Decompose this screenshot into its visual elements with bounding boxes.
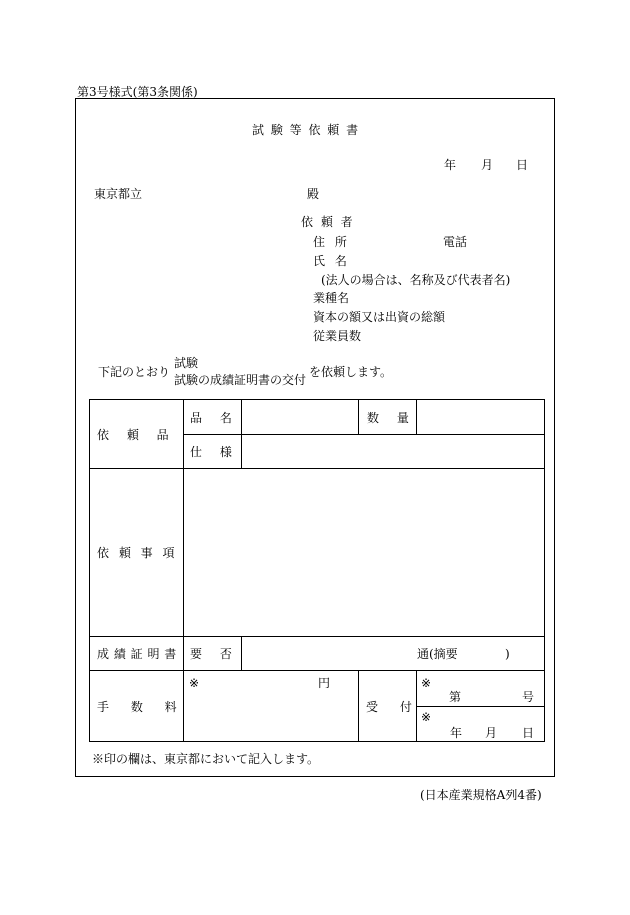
spec-label: 仕 様 <box>190 445 232 459</box>
copies-label: 通(摘要 <box>417 647 458 661</box>
request-option-certificate: 試験の成績証明書の交付 <box>174 373 307 387</box>
product-name-label-cell <box>184 400 242 435</box>
requester-business-type: 業種名 <box>313 291 350 305</box>
received-month: 月 <box>485 726 498 740</box>
item-label-cell <box>90 400 184 469</box>
need-label: 要 否 <box>190 647 232 661</box>
spec-label-cell <box>184 435 242 469</box>
date-day: 日 <box>516 158 529 172</box>
size-note: (日本産業規格A列4番) <box>420 788 542 802</box>
fee-label-cell <box>90 671 184 742</box>
requester-address: 住 所 <box>313 235 347 249</box>
request-suffix: を依頼します。 <box>309 365 393 379</box>
matters-label-cell <box>90 469 184 637</box>
quantity-label: 数 量 <box>367 410 409 425</box>
received-label-cell <box>359 671 417 742</box>
product-name-label: 品 名 <box>190 410 232 425</box>
received-number-go: 号 <box>522 690 535 704</box>
matters-field[interactable] <box>184 469 545 637</box>
addressee-honorific: 殿 <box>307 187 320 201</box>
footnote: ※印の欄は、東京都において記入します。 <box>92 752 320 766</box>
addressee-name: 東京都立 <box>94 187 143 201</box>
certificate-label: 成 績 証 明 書 <box>97 647 177 661</box>
date-month: 月 <box>481 158 494 172</box>
requester-name: 氏 名 <box>313 254 347 268</box>
quantity-label-cell <box>359 400 417 435</box>
received-mark-1: ※ <box>421 676 432 690</box>
request-table <box>89 399 545 742</box>
received-day: 日 <box>522 726 535 740</box>
product-name-field[interactable] <box>242 400 359 435</box>
copies-close: ) <box>505 647 510 661</box>
copies-field[interactable] <box>242 637 545 671</box>
form-title: 試 験 等 依 頼 書 <box>252 123 359 137</box>
matters-label: 依 頼 事 項 <box>97 546 175 560</box>
requester-employees: 従業員数 <box>313 329 362 343</box>
date-year: 年 <box>444 158 457 172</box>
fee-mark: ※ <box>189 676 200 690</box>
received-divider <box>417 706 545 707</box>
form-number: 第3号様式(第3条関係) <box>77 85 198 99</box>
requester-heading: 依 頼 者 <box>301 215 353 229</box>
fee-field[interactable] <box>184 671 359 742</box>
item-label: 依 頼 品 <box>97 427 169 442</box>
certificate-label-cell <box>90 637 184 671</box>
request-prefix: 下記のとおり <box>98 365 171 379</box>
requester-phone: 電話 <box>443 235 468 249</box>
fee-yen: 円 <box>318 676 331 690</box>
requester-capital: 資本の額又は出資の総額 <box>313 310 446 324</box>
need-label-cell <box>184 637 242 671</box>
requester-name-note: (法人の場合は、名称及び代表者名) <box>321 273 511 287</box>
fee-label: 手 数 料 <box>97 699 177 714</box>
spec-field[interactable] <box>242 435 545 469</box>
received-field[interactable] <box>417 671 545 742</box>
request-option-test: 試験 <box>174 356 199 370</box>
received-number-dai: 第 <box>449 690 462 704</box>
received-mark-2: ※ <box>421 710 432 724</box>
quantity-field[interactable] <box>417 400 545 435</box>
received-label: 受 付 <box>366 699 412 714</box>
received-year: 年 <box>450 726 463 740</box>
